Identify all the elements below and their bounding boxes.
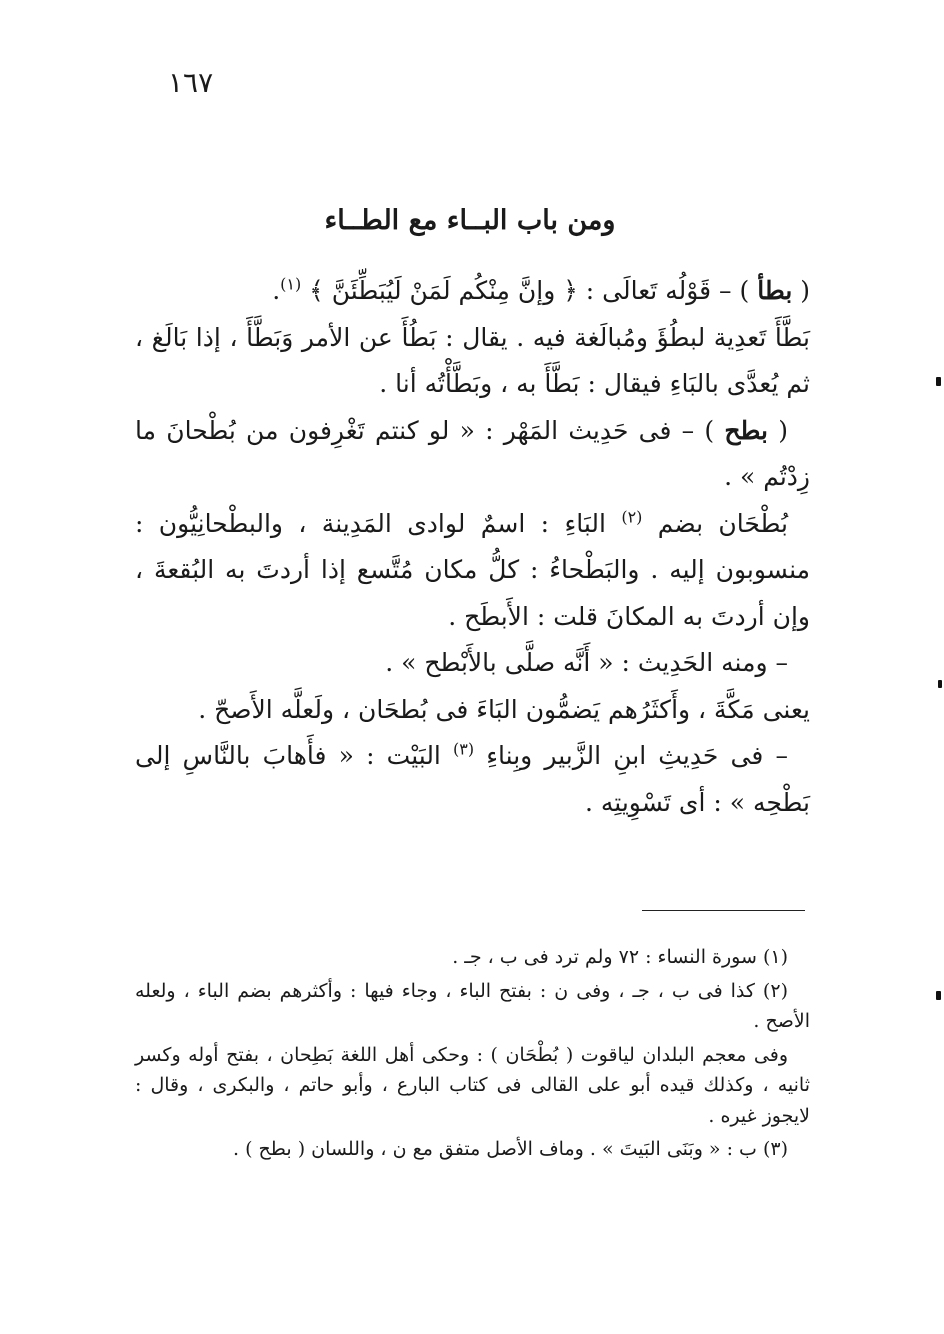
paren-open: ( [792,276,810,305]
paren-open: ( [768,415,789,445]
entry-bata-explanation: بَطَّأَ تَعدِية لبطُؤَ ومُبالَغة فيه . يقال : بَطُأَ عن الأمر وَبَطَّأَ ، إذا بَالَغ ، ثم يُعدَّى بالبَاءِ فيقال : بَطَّأَ به ، وبَطَّأْتُه أنا . [135,322,810,398]
footnote-ref-3: (٣) [453,739,475,759]
margin-mark [936,991,941,1000]
footnote-2-continued: وفى معجم البلدان لياقوت ( بُطْحَان ) : وحكى أهل اللغة بَطِحان ، بفتح أوله وكسر ثانيه ، وكذلك قيده أبو على القالى فى كتاب البارع ، وأبو حاتم ، والبكرى ، وقال : لايجوز غيره . [135,1043,810,1127]
entry-bataha-abtah-hadith: – ومنه الحَدِيث : « أَنَّه صلَّى بالأَبْطح » . [385,648,788,677]
entry-bata-verse-end: . [272,276,281,305]
footnotes [135,942,810,1168]
entry-bataha-hadith-text: ) – فى حَدِيث المَهْر : « لو كنتم تَغْرِفون من بُطْحانَ ما زِدْتُم » . [135,415,810,491]
footnote-ref-2: (٢) [621,507,643,527]
entry-bataha-butHan [135,501,810,641]
entry-bata-verse-text: ) – قَوْلُه تَعالَى : ﴿ وإنَّ مِنْكُم لَمَنْ لَيُبَطِّئَنَّ ﴾ [301,276,758,305]
entry-bataha-zubayr-hadith [135,733,810,826]
margin-mark [938,680,942,688]
footnote-separator [642,910,805,911]
entry-bata-verse [135,268,810,315]
zubayr-text-before: – فى حَدِيثِ ابنِ الزَّبير وبِناءِ [474,741,788,770]
entry-bataha-hadith [135,408,810,501]
margin-mark [936,377,941,386]
footnote-2: (٢) كذا فى ب ، جـ ، وفى ن : بفتح الباء ، وجاء فيها : وأكثرهم بضم الباء ، ولعله الأصح . [135,979,810,1032]
entry-headword-bata: بطأ [757,276,793,305]
footnote-3: (٣) ب : « وبَنَى البَيتَ » . وماف الأصل متفق مع ن ، واللسان ( بطح ) . [232,1138,788,1160]
footnote-ref-1: (١) [280,274,302,294]
entry-headword-bataha: بطح [724,415,769,445]
butHan-text-after: البَاءِ : اسمٌ لوادى المَدِينة ، والبطْحانِيُّون : منسوبون إليه . والبَطْحاءُ : كلُّ مكان مُتَّسع إذا أردتَ به البُقعةَ ، وإن أردتَ به المكانَ قلت : الأَبطَح . [135,508,810,631]
page-number: ١٦٧ [168,66,214,99]
butHan-text-before: بُطْحَان بضم [642,508,788,538]
footnote-1: (١) سورة النساء : ٧٢ ولم ترد فى ب ، جـ . [452,946,788,968]
entry-bataha-makkah: يعنى مَكَّةَ ، وأَكثَرُهم يَضمُّون البَاءَ فى بُطحَان ، ولَعلَّه الأَصحّ . [198,694,810,724]
zubayr-text-after: البَيْت : « فأَهابَ بالنَّاسِ إلى بَطْحِه » : أى تَسْوِيتِه . [135,741,810,817]
body-text [135,268,810,826]
section-heading: ومن باب البــاء مع الطــاء [324,205,616,236]
